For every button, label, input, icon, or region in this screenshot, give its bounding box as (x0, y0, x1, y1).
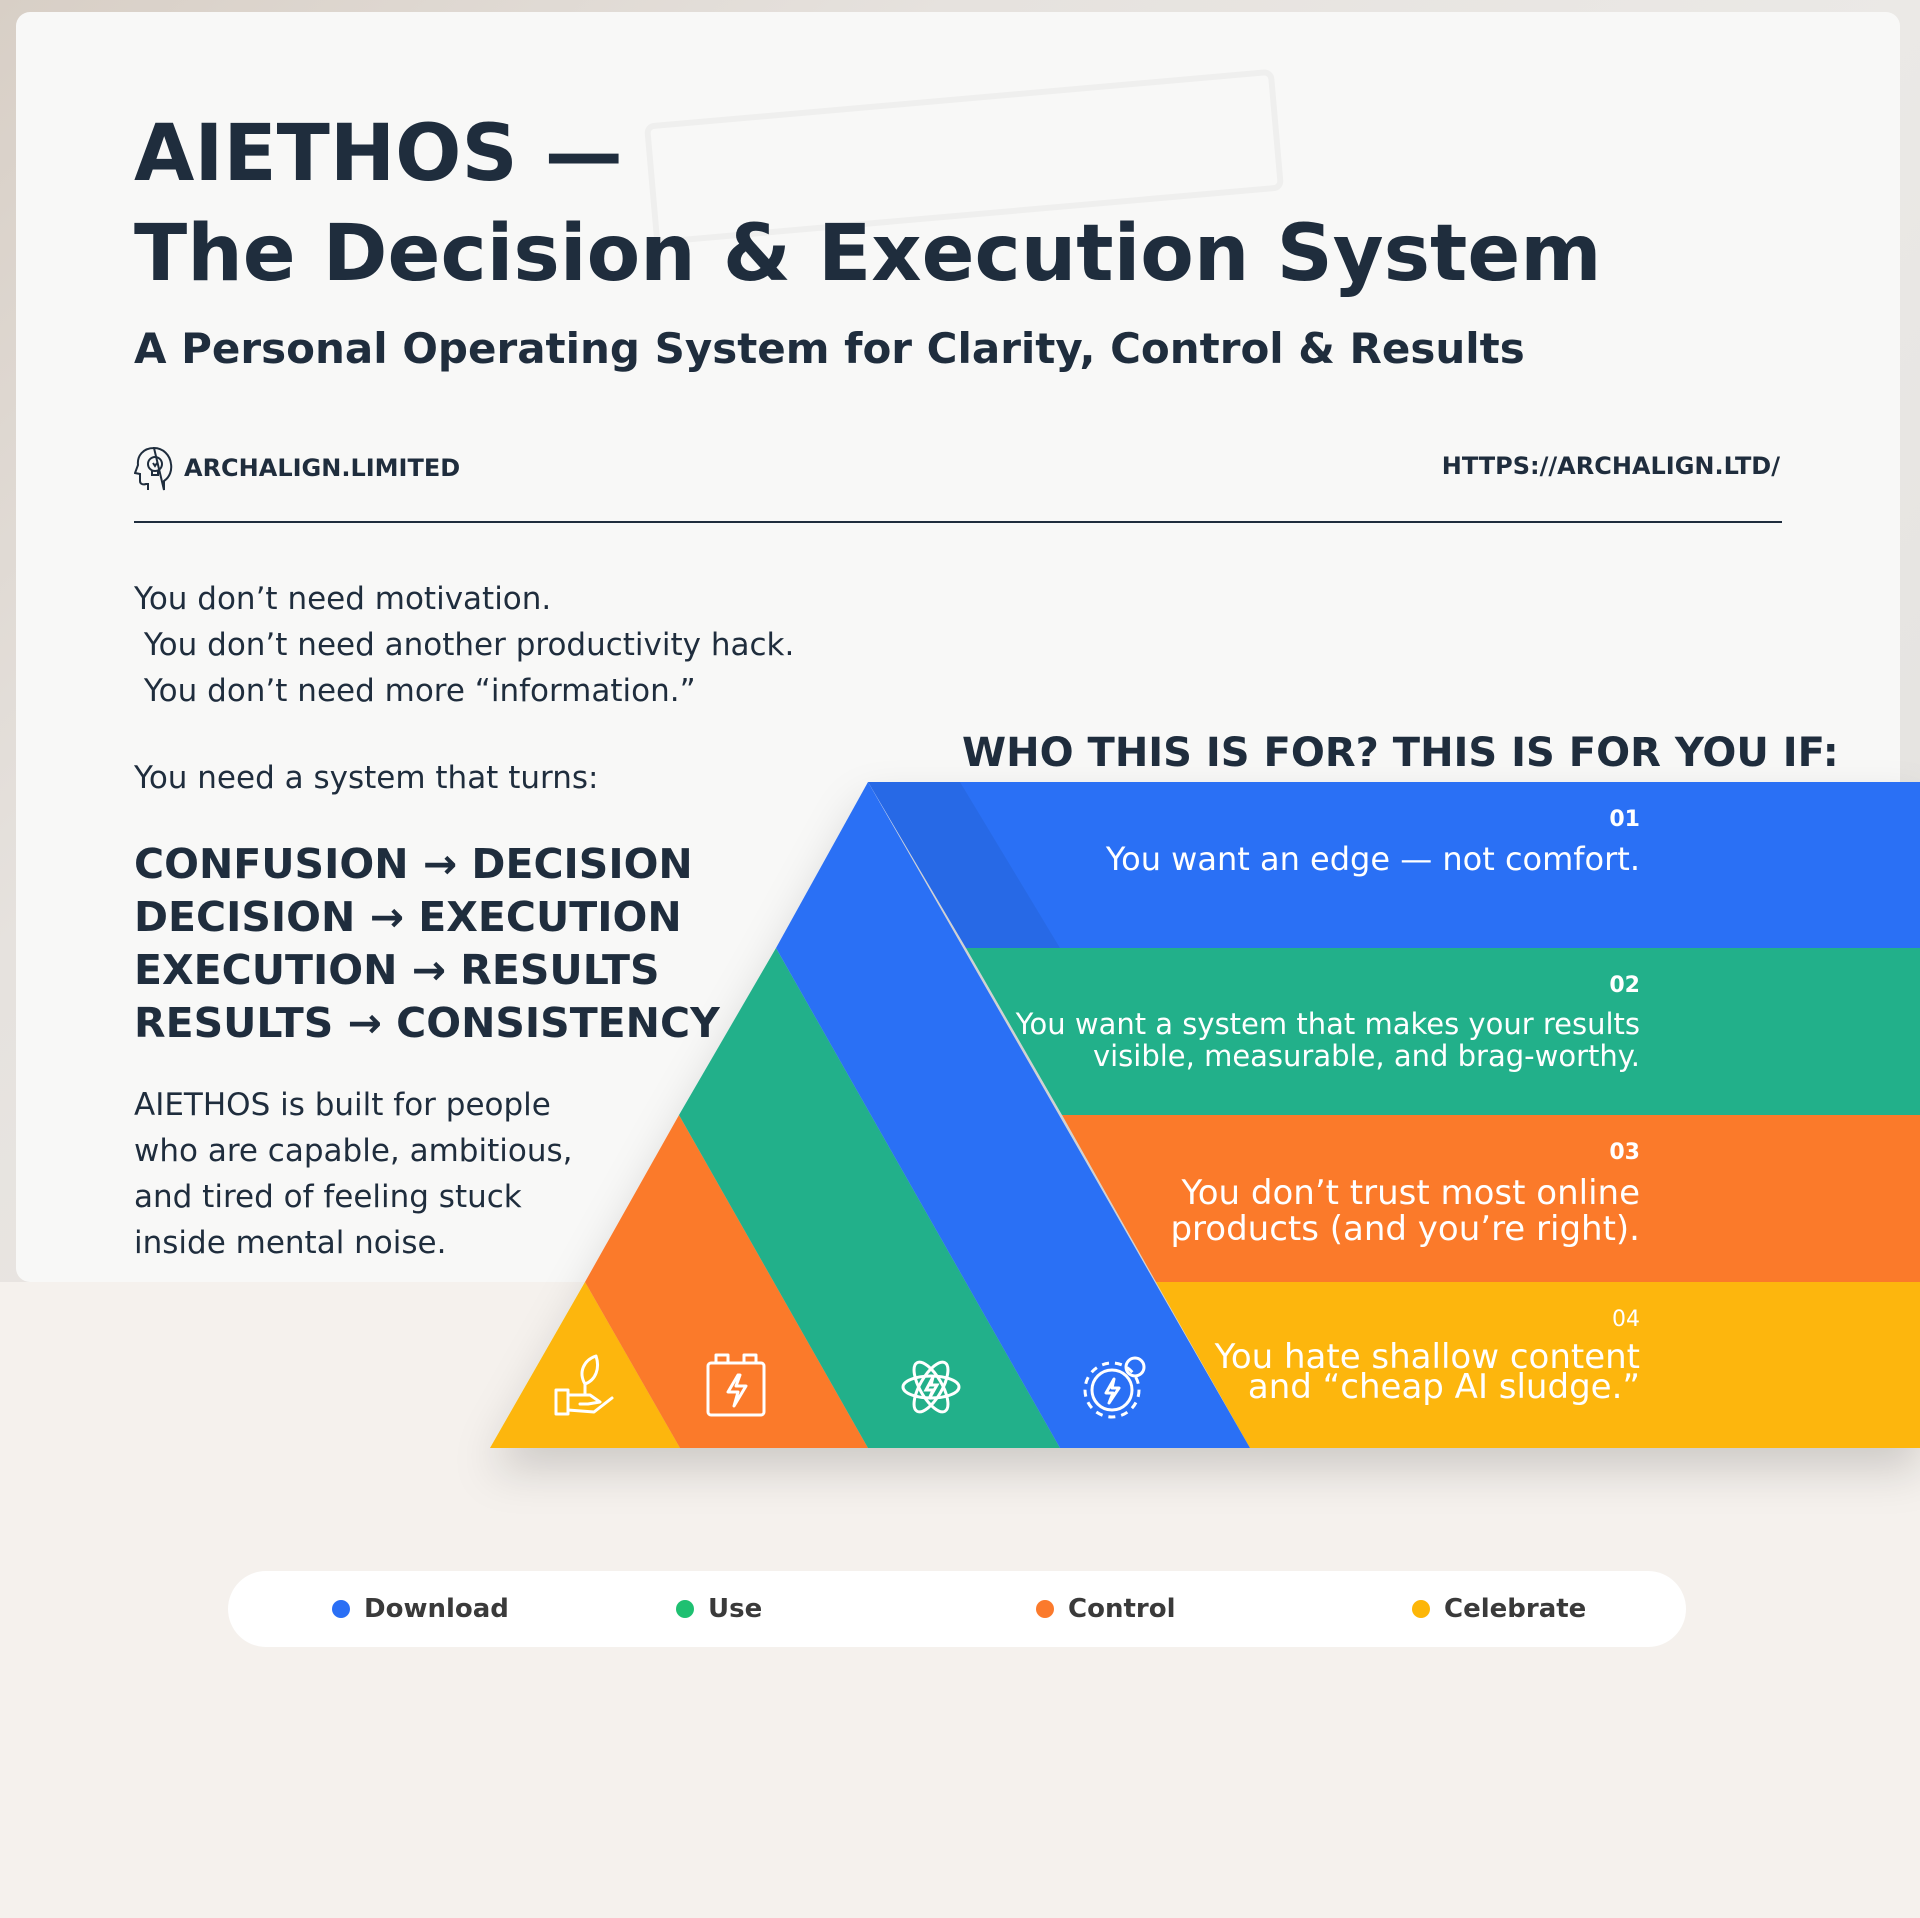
body-line: AIETHOS is built for people (134, 1087, 551, 1123)
flow-step: EXECUTION → RESULTS (134, 946, 660, 994)
legend-label: Celebrate (1444, 1594, 1587, 1624)
legend-label: Use (708, 1594, 763, 1624)
legend-item-download (332, 1571, 509, 1647)
who-item-text (1214, 1337, 1640, 1407)
body-line: who are capable, ambitious, (134, 1133, 573, 1169)
flow-step: CONFUSION → DECISION (134, 840, 693, 888)
who-item-03 (1170, 1140, 1640, 1247)
who-item-04 (1214, 1307, 1640, 1407)
who-item-line: visible, measurable, and brag-worthy. (1092, 1039, 1640, 1073)
legend (228, 1571, 1686, 1647)
flow-step: RESULTS → CONSISTENCY (134, 999, 720, 1047)
title-line-2: The Decision & Execution System (134, 209, 1602, 299)
who-item-text (1170, 1175, 1640, 1247)
page-subtitle: A Personal Operating System for Clarity, Control & Results (134, 324, 1525, 373)
who-item-number: 03 (1609, 1140, 1640, 1165)
brand-url-link[interactable]: HTTPS://ARCHALIGN.LTD/ (1441, 452, 1780, 480)
who-item-02 (1016, 973, 1640, 1072)
who-item-text (1016, 1008, 1640, 1072)
legend-dot (1412, 1600, 1430, 1618)
title-line-1: AIETHOS — (134, 109, 623, 199)
legend-dot (332, 1600, 350, 1618)
who-item-line: You want a system that makes your results (1015, 1007, 1640, 1041)
intro-line: You don’t need motivation. (134, 581, 552, 617)
who-title: WHO THIS IS FOR? THIS IS FOR YOU IF: (962, 730, 1839, 776)
legend-item-celebrate (1412, 1571, 1586, 1647)
body-line: inside mental noise. (134, 1225, 447, 1261)
legend-dot (676, 1600, 694, 1618)
intro-line: You don’t need more “information.” (134, 673, 696, 709)
brand-name: ARCHALIGN.LIMITED (184, 454, 461, 482)
legend-dot (1036, 1600, 1054, 1618)
who-item-number: 02 (1609, 973, 1640, 998)
legend-item-use (676, 1571, 762, 1647)
who-item-text: You want an edge — not comfort. (1105, 840, 1640, 878)
who-item-01 (1106, 807, 1640, 876)
who-item-line: You don’t trust most online (1181, 1173, 1640, 1213)
legend-label: Control (1068, 1594, 1176, 1624)
body-line: and tired of feeling stuck (134, 1179, 522, 1215)
legend-item-control (1036, 1571, 1175, 1647)
who-item-line: and “cheap AI sludge.” (1247, 1367, 1640, 1407)
who-item-line: You hate shallow content (1214, 1337, 1640, 1377)
intro-line: You don’t need another productivity hack. (134, 627, 795, 663)
flow-step: DECISION → EXECUTION (134, 893, 682, 941)
who-item-number: 04 (1612, 1307, 1640, 1332)
who-item-number: 01 (1609, 807, 1640, 832)
who-item-line: products (and you’re right). (1170, 1209, 1640, 1249)
legend-label: Download (364, 1594, 509, 1624)
turns-text: You need a system that turns: (134, 760, 599, 796)
